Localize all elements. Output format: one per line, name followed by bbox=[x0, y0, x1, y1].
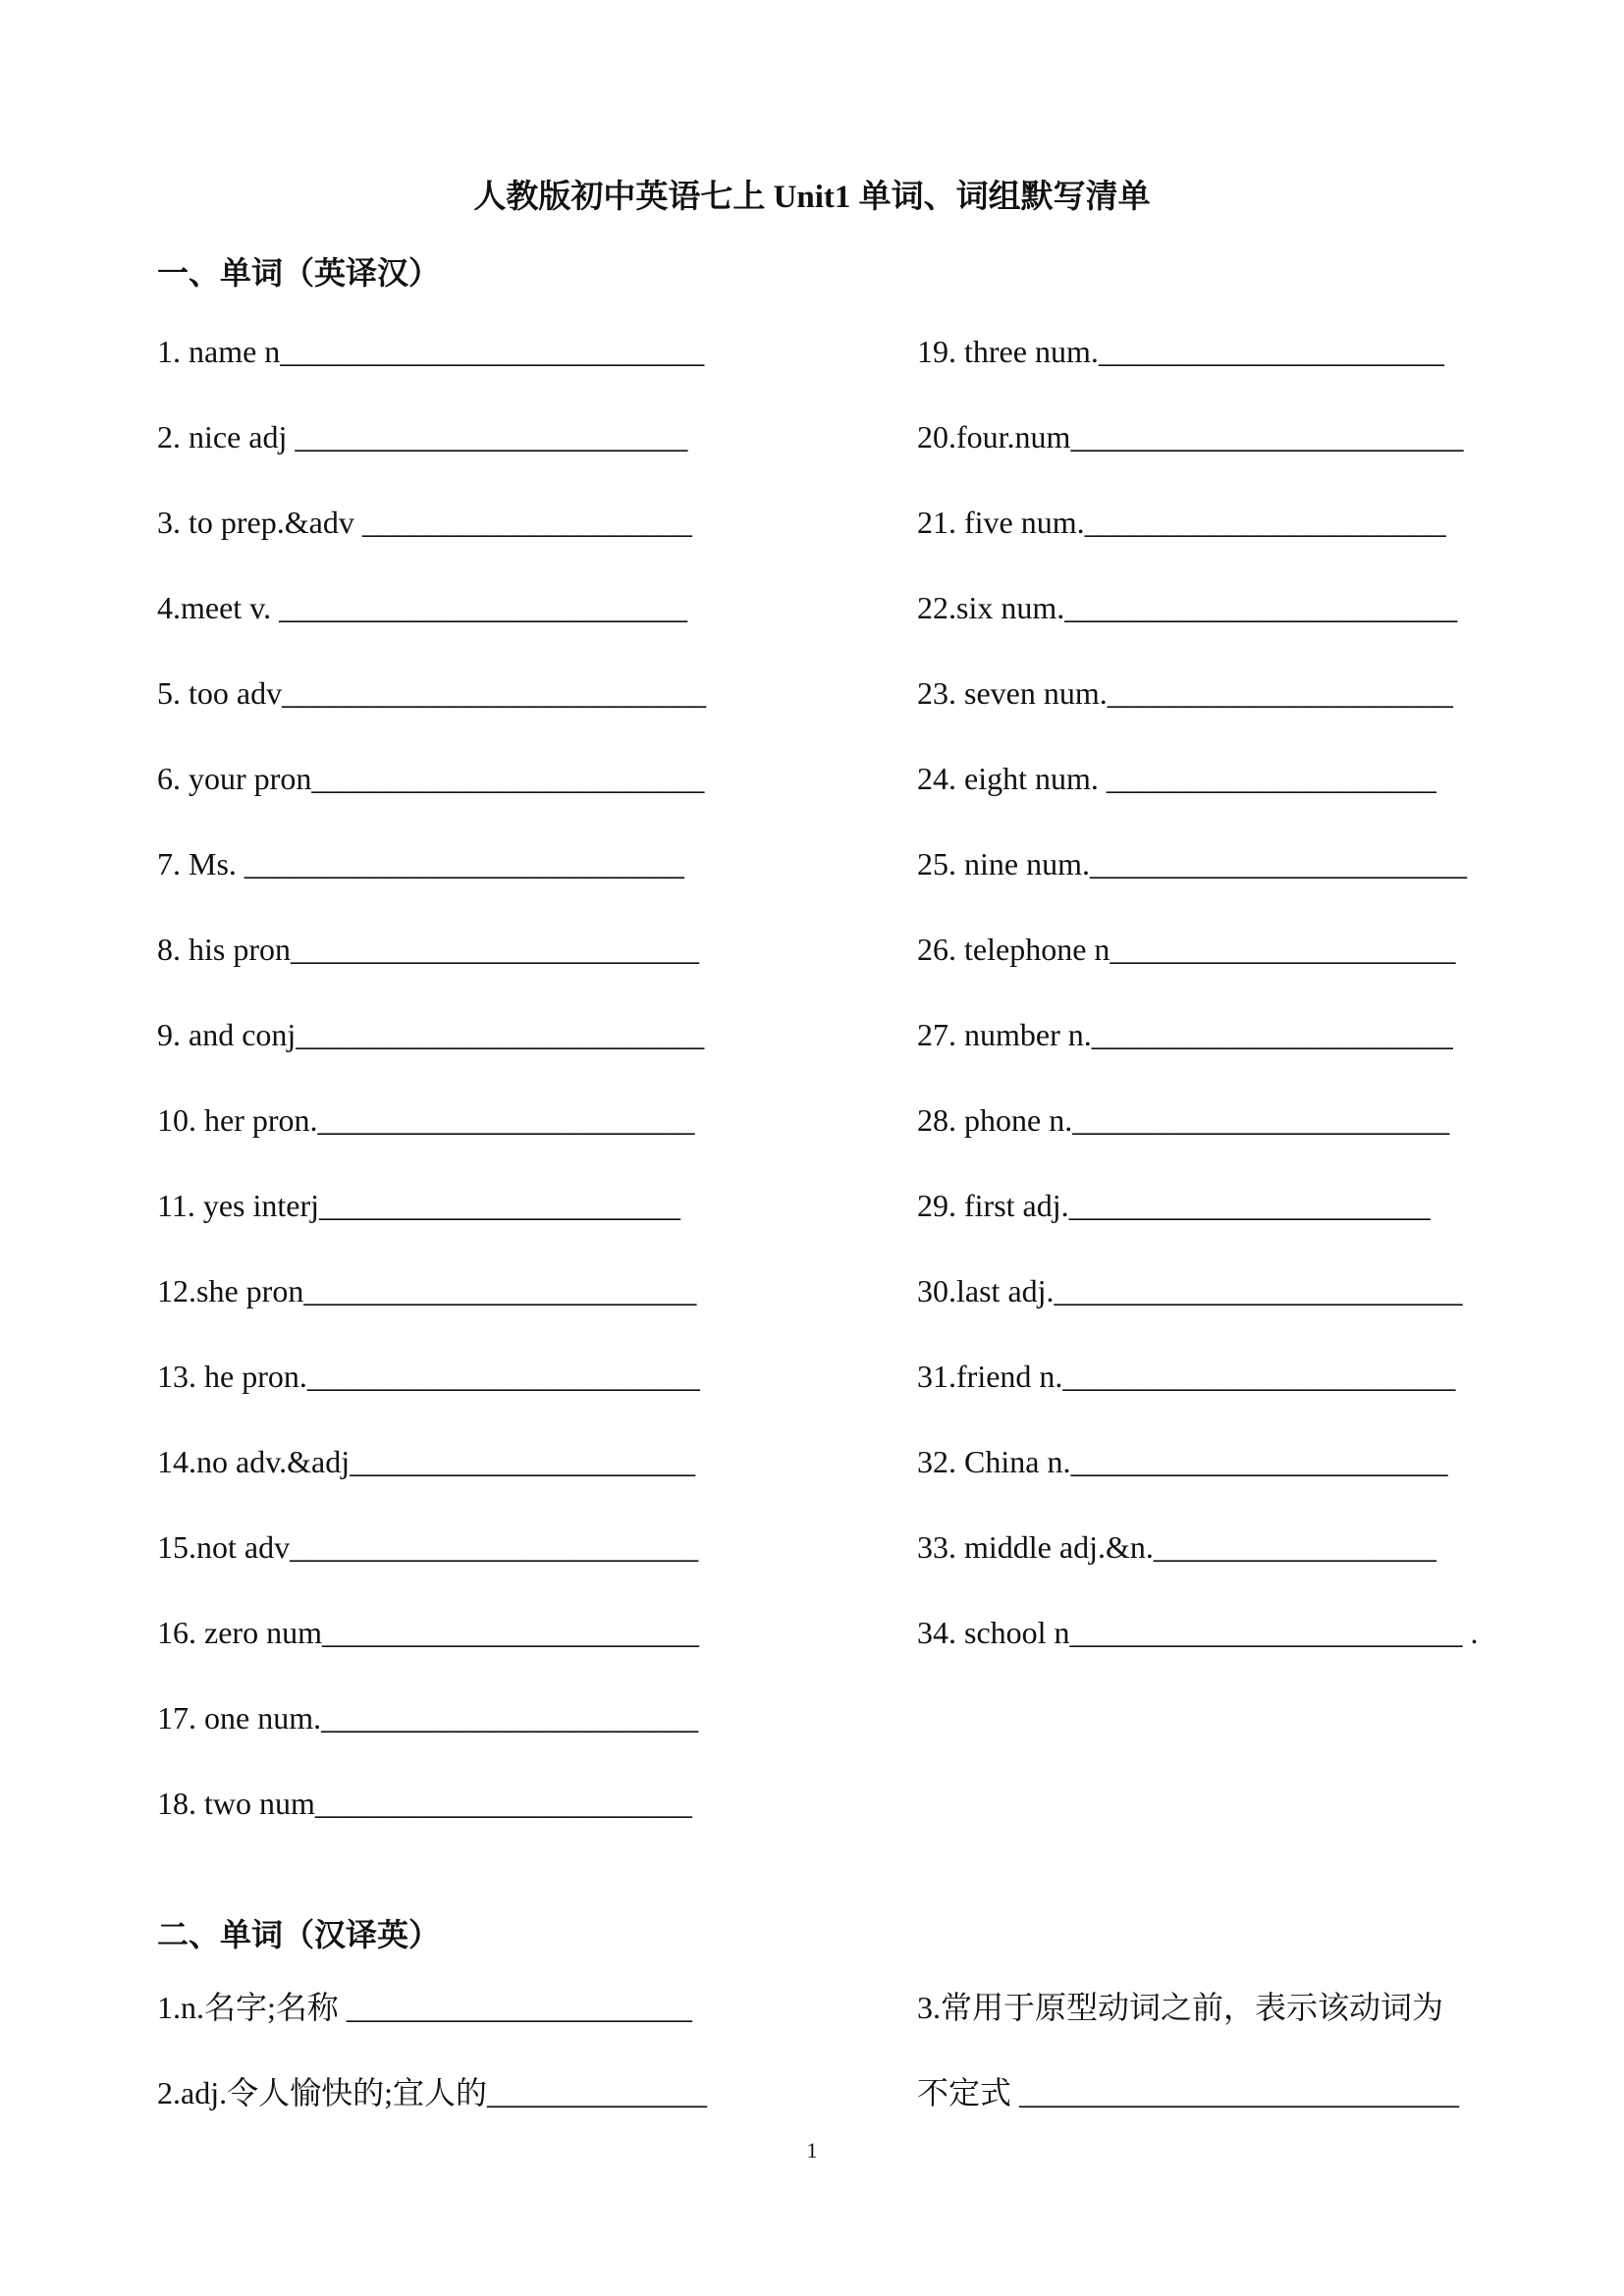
vocab-item: 1. name n___________________________ bbox=[157, 334, 705, 369]
page-number: 1 bbox=[806, 2138, 818, 2163]
vocab-item: 1.n.名字;名称 ______________________ bbox=[157, 1990, 692, 2025]
vocab-item: 17. one num.________________________ bbox=[157, 1700, 699, 1735]
section-heading-en-to-cn: 一、单词（英译汉） bbox=[157, 255, 441, 291]
vocab-list-right bbox=[917, 329, 1506, 1695]
vocab-item: 9. and conj__________________________ bbox=[157, 1017, 705, 1052]
document-title: 人教版初中英语七上 Unit1 单词、词组默写清单 bbox=[473, 180, 1151, 215]
vocab-item: 21. five num._______________________ bbox=[917, 505, 1446, 540]
vocab-item: 12.she pron_________________________ bbox=[157, 1273, 697, 1308]
vocab-item: 30.last adj.__________________________ bbox=[917, 1273, 1463, 1308]
vocab-item: 5. too adv___________________________ bbox=[157, 675, 707, 711]
vocab-item: 28. phone n.________________________ bbox=[917, 1102, 1450, 1138]
vocab-item: 10. her pron.________________________ bbox=[157, 1102, 695, 1138]
vocab-list-left bbox=[157, 329, 746, 1866]
vocab-item: 18. two num________________________ bbox=[157, 1786, 692, 1821]
vocab-item: 27. number n._______________________ bbox=[917, 1017, 1453, 1052]
vocab-item: 6. your pron_________________________ bbox=[157, 761, 705, 796]
vocab-item: 3. to prep.&adv _____________________ bbox=[157, 505, 692, 540]
vocab-item: 24. eight num. _____________________ bbox=[917, 761, 1436, 796]
vocab-item: 33. middle adj.&n.__________________ bbox=[917, 1529, 1436, 1565]
vocab-item: 34. school n_________________________ . bbox=[917, 1615, 1479, 1650]
vocab-item: 2. nice adj _________________________ bbox=[157, 419, 688, 454]
vocab-item: 20.four.num_________________________ bbox=[917, 419, 1464, 454]
vocab-item: 32. China n.________________________ bbox=[917, 1444, 1448, 1479]
cn-vocab-list-right bbox=[917, 1985, 1526, 2156]
vocab-item: 16. zero num________________________ bbox=[157, 1615, 699, 1650]
section-heading-cn-to-en: 二、单词（汉译英） bbox=[157, 1917, 441, 1952]
vocab-item: 3.常用于原型动词之前，表示该动词为 bbox=[917, 1990, 1444, 2025]
vocab-item: 2.adj.令人愉快的;宜人的______________ bbox=[157, 2075, 707, 2110]
vocab-item: 22.six num._________________________ bbox=[917, 590, 1458, 625]
vocab-item: 7. Ms. ____________________________ bbox=[157, 846, 684, 881]
vocab-item: 4.meet v. __________________________ bbox=[157, 590, 688, 625]
vocab-item: 15.not adv__________________________ bbox=[157, 1529, 699, 1565]
cn-vocab-list-left bbox=[157, 1985, 766, 2156]
vocab-item: 13. he pron._________________________ bbox=[157, 1359, 700, 1394]
vocab-item: 26. telephone n______________________ bbox=[917, 932, 1456, 967]
vocab-item: 25. nine num.________________________ bbox=[917, 846, 1467, 881]
vocab-item: 8. his pron__________________________ bbox=[157, 932, 699, 967]
vocab-item: 11. yes interj_______________________ bbox=[157, 1188, 680, 1223]
vocab-item: 14.no adv.&adj______________________ bbox=[157, 1444, 696, 1479]
vocab-item: 19. three num.______________________ bbox=[917, 334, 1444, 369]
vocab-item: 31.friend n._________________________ bbox=[917, 1359, 1456, 1394]
vocab-item: 不定式 ____________________________ bbox=[917, 2075, 1460, 2110]
vocab-item: 23. seven num.______________________ bbox=[917, 675, 1453, 711]
vocab-item: 29. first adj._______________________ bbox=[917, 1188, 1431, 1223]
